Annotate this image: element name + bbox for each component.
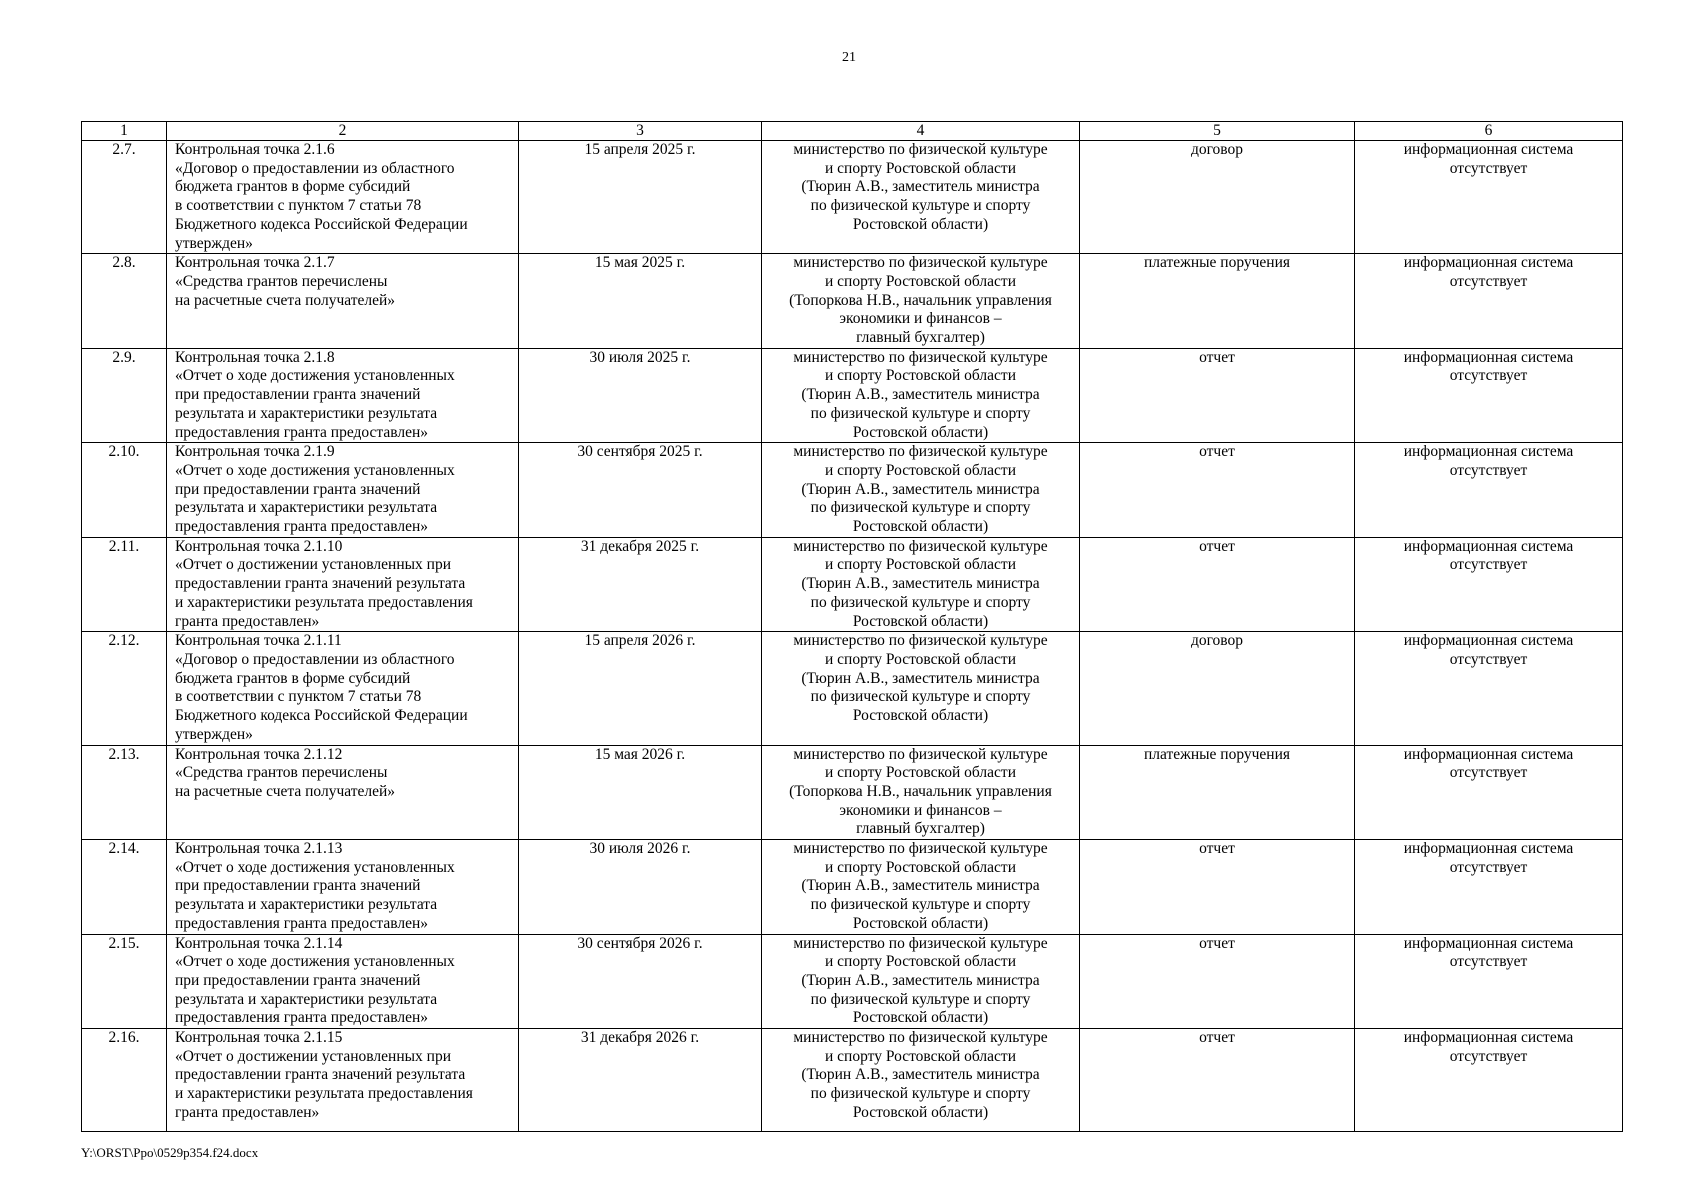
responsible-party: министерство по физической культуре и спорту Ростовской области (Топоркова Н.В., начальник управления экономики и финансов – главный бухгалтер) (762, 254, 1080, 349)
control-points-table (81, 121, 1623, 1132)
deadline-date: 31 декабря 2026 г. (519, 1029, 762, 1132)
control-point-name: Контрольная точка 2.1.15 «Отчет о достижении установленных при предоставлении гранта значений результата и характеристики результата предоставления гранта предоставлен» (167, 1029, 519, 1132)
control-point-name: Контрольная точка 2.1.13 «Отчет о ходе достижения установленных при предоставлении гранта значений результата и характеристики результата предоставления гранта предоставлен» (167, 840, 519, 935)
responsible-party: министерство по физической культуре и спорту Ростовской области (Топоркова Н.В., начальник управления экономики и финансов – главный бухгалтер) (762, 745, 1080, 840)
deadline-date: 15 апреля 2025 г. (519, 141, 762, 254)
document-type: договор (1080, 632, 1355, 745)
deadline-date: 15 мая 2025 г. (519, 254, 762, 349)
control-point-name: Контрольная точка 2.1.14 «Отчет о ходе достижения установленных при предоставлении гранта значений результата и характеристики результата предоставления гранта предоставлен» (167, 934, 519, 1029)
information-system: информационная система отсутствует (1355, 537, 1623, 632)
document-type: платежные поручения (1080, 254, 1355, 349)
column-header: 4 (762, 122, 1080, 141)
control-point-name: Контрольная точка 2.1.6 «Договор о предоставлении из областного бюджета грантов в форме субсидий в соответствии с пунктом 7 статьи 78 Бюджетного кодекса Российской Федерации утвержден» (167, 141, 519, 254)
document-type: отчет (1080, 348, 1355, 443)
deadline-date: 30 сентября 2025 г. (519, 443, 762, 538)
responsible-party: министерство по физической культуре и спорту Ростовской области (Тюрин А.В., заместитель министра по физической культуре и спорту Ростовской области) (762, 934, 1080, 1029)
deadline-date: 30 июля 2026 г. (519, 840, 762, 935)
document-type: отчет (1080, 934, 1355, 1029)
table-row (82, 254, 1623, 349)
row-number: 2.14. (82, 840, 167, 935)
information-system: информационная система отсутствует (1355, 348, 1623, 443)
document-type: договор (1080, 141, 1355, 254)
responsible-party: министерство по физической культуре и спорту Ростовской области (Тюрин А.В., заместитель министра по физической культуре и спорту Ростовской области) (762, 141, 1080, 254)
column-header: 2 (167, 122, 519, 141)
document-type: отчет (1080, 443, 1355, 538)
file-path-footer: Y:\ORST\Ppo\0529p354.f24.docx (81, 1145, 259, 1160)
table-row (82, 840, 1623, 935)
table-row (82, 443, 1623, 538)
responsible-party: министерство по физической культуре и спорту Ростовской области (Тюрин А.В., заместитель министра по физической культуре и спорту Ростовской области) (762, 1029, 1080, 1132)
deadline-date: 31 декабря 2025 г. (519, 537, 762, 632)
control-point-name: Контрольная точка 2.1.8 «Отчет о ходе достижения установленных при предоставлении гранта значений результата и характеристики результата предоставления гранта предоставлен» (167, 348, 519, 443)
document-type: платежные поручения (1080, 745, 1355, 840)
responsible-party: министерство по физической культуре и спорту Ростовской области (Тюрин А.В., заместитель министра по физической культуре и спорту Ростовской области) (762, 632, 1080, 745)
responsible-party: министерство по физической культуре и спорту Ростовской области (Тюрин А.В., заместитель министра по физической культуре и спорту Ростовской области) (762, 840, 1080, 935)
information-system: информационная система отсутствует (1355, 934, 1623, 1029)
row-number: 2.8. (82, 254, 167, 349)
table-row (82, 632, 1623, 745)
table-row (82, 745, 1623, 840)
information-system: информационная система отсутствует (1355, 443, 1623, 538)
information-system: информационная система отсутствует (1355, 254, 1623, 349)
row-number: 2.11. (82, 537, 167, 632)
information-system: информационная система отсутствует (1355, 1029, 1623, 1132)
header-row (82, 122, 1623, 141)
deadline-date: 15 мая 2026 г. (519, 745, 762, 840)
deadline-date: 30 сентября 2026 г. (519, 934, 762, 1029)
page-number: 21 (842, 50, 856, 65)
table-row (82, 1029, 1623, 1132)
column-header: 1 (82, 122, 167, 141)
row-number: 2.15. (82, 934, 167, 1029)
control-point-name: Контрольная точка 2.1.12 «Средства грантов перечислены на расчетные счета получателей» (167, 745, 519, 840)
row-number: 2.7. (82, 141, 167, 254)
table-row (82, 141, 1623, 254)
responsible-party: министерство по физической культуре и спорту Ростовской области (Тюрин А.В., заместитель министра по физической культуре и спорту Ростовской области) (762, 537, 1080, 632)
column-header: 3 (519, 122, 762, 141)
row-number: 2.13. (82, 745, 167, 840)
control-point-name: Контрольная точка 2.1.7 «Средства грантов перечислены на расчетные счета получателей» (167, 254, 519, 349)
control-point-name: Контрольная точка 2.1.10 «Отчет о достижении установленных при предоставлении гранта значений результата и характеристики результата предоставления гранта предоставлен» (167, 537, 519, 632)
deadline-date: 30 июля 2025 г. (519, 348, 762, 443)
deadline-date: 15 апреля 2026 г. (519, 632, 762, 745)
control-point-name: Контрольная точка 2.1.11 «Договор о предоставлении из областного бюджета грантов в форме субсидий в соответствии с пунктом 7 статьи 78 Бюджетного кодекса Российской Федерации утвержден» (167, 632, 519, 745)
column-header: 5 (1080, 122, 1355, 141)
column-header: 6 (1355, 122, 1623, 141)
document-type: отчет (1080, 537, 1355, 632)
information-system: информационная система отсутствует (1355, 632, 1623, 745)
document-type: отчет (1080, 1029, 1355, 1132)
responsible-party: министерство по физической культуре и спорту Ростовской области (Тюрин А.В., заместитель министра по физической культуре и спорту Ростовской области) (762, 348, 1080, 443)
row-number: 2.10. (82, 443, 167, 538)
information-system: информационная система отсутствует (1355, 745, 1623, 840)
control-point-name: Контрольная точка 2.1.9 «Отчет о ходе достижения установленных при предоставлении гранта значений результата и характеристики результата предоставления гранта предоставлен» (167, 443, 519, 538)
row-number: 2.16. (82, 1029, 167, 1132)
document-type: отчет (1080, 840, 1355, 935)
row-number: 2.12. (82, 632, 167, 745)
table-row (82, 348, 1623, 443)
row-number: 2.9. (82, 348, 167, 443)
responsible-party: министерство по физической культуре и спорту Ростовской области (Тюрин А.В., заместитель министра по физической культуре и спорту Ростовской области) (762, 443, 1080, 538)
table-row (82, 934, 1623, 1029)
table-row (82, 537, 1623, 632)
information-system: информационная система отсутствует (1355, 141, 1623, 254)
information-system: информационная система отсутствует (1355, 840, 1623, 935)
